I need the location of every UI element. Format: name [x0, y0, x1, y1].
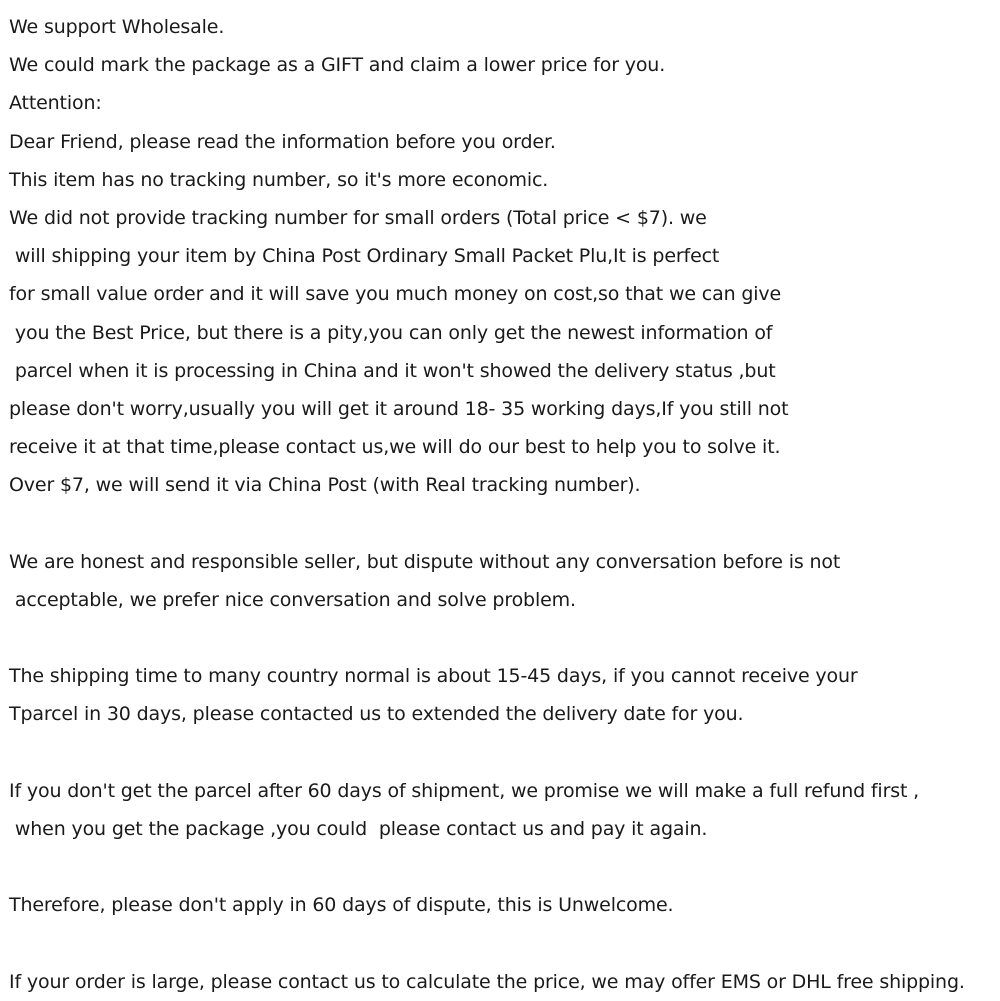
- text-line: will shipping your item by China Post Ordinary Small Packet Plu,It is perfect: [9, 245, 720, 268]
- text-line: We could mark the package as a GIFT and claim a lower price for you.: [9, 54, 666, 77]
- text-line: Dear Friend, please read the information before you order.: [9, 130, 556, 153]
- text-line: Tparcel in 30 days, please contacted us to extended the delivery date for you.: [9, 703, 744, 726]
- text-line: Therefore, please don't apply in 60 days of dispute, this is Unwelcome.: [9, 894, 674, 917]
- text-line: parcel when it is processing in China and it won't showed the delivery status ,but: [9, 359, 776, 382]
- text-line: you the Best Price, but there is a pity,you can only get the newest information of: [9, 321, 773, 344]
- text-line: receive it at that time,please contact us,we will do our best to help you to solve it.: [9, 436, 781, 459]
- text-line: We are honest and responsible seller, but dispute without any conversation before is not: [9, 550, 841, 573]
- text-line: please don't worry,usually you will get it around 18- 35 working days,If you still not: [9, 397, 789, 420]
- text-line: If you don't get the parcel after 60 days of shipment, we promise we will make a full refund first ,: [9, 779, 920, 802]
- blank-line: [9, 619, 994, 657]
- blank-line: [9, 848, 994, 886]
- blank-line: [9, 734, 994, 772]
- text-line: for small value order and it will save you much money on cost,so that we can give: [9, 283, 782, 306]
- blank-line: [9, 504, 994, 542]
- text-line: Over $7, we will send it via China Post (with Real tracking number).: [9, 474, 641, 497]
- text-line: Attention:: [9, 92, 102, 115]
- policy-text-block: [9, 8, 994, 1001]
- text-line: The shipping time to many country normal is about 15-45 days, if you cannot receive your: [9, 665, 858, 688]
- text-line: This item has no tracking number, so it's more economic.: [9, 168, 549, 191]
- text-line: We did not provide tracking number for small orders (Total price < $7). we: [9, 206, 707, 229]
- text-line: acceptable, we prefer nice conversation and solve problem.: [9, 588, 576, 611]
- text-line: when you get the package ,you could please contact us and pay it again.: [9, 817, 708, 840]
- text-line: We support Wholesale.: [9, 16, 225, 38]
- text-line: If your order is large, please contact us to calculate the price, we may offer EMS or DHL free shipping.: [9, 970, 965, 993]
- blank-line: [9, 925, 994, 963]
